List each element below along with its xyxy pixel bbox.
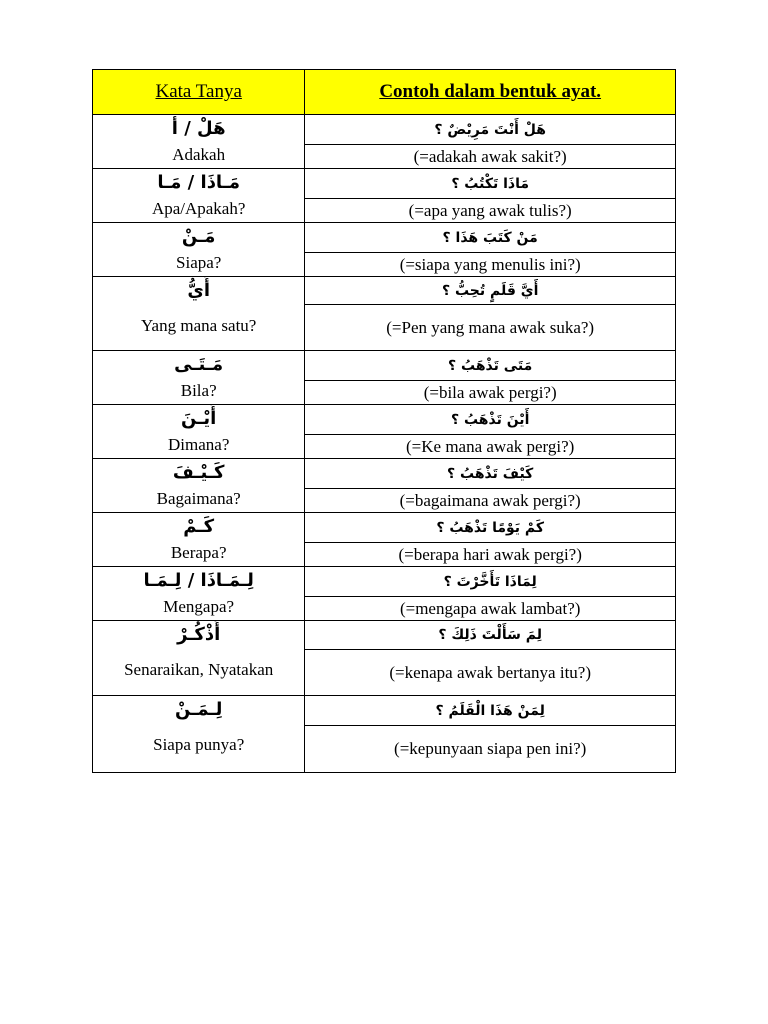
malay-translation: (=kenapa awak bertanya itu?) xyxy=(305,650,676,696)
question-words-table xyxy=(92,69,676,773)
malay-translation: (=Ke mana awak pergi?) xyxy=(305,435,676,459)
question-word-cell xyxy=(93,696,305,773)
table-header-row xyxy=(93,70,676,115)
table-row xyxy=(93,621,676,650)
question-word-cell xyxy=(93,621,305,696)
arabic-question-word: كَـيْـفَ xyxy=(172,462,225,483)
malay-meaning: Senaraikan, Nyatakan xyxy=(124,660,274,679)
arabic-question-word: لِـمَـاذَا / لِـمَـا xyxy=(143,570,254,591)
malay-meaning: Bagaimana? xyxy=(156,489,241,508)
malay-translation: (=bila awak pergi?) xyxy=(305,381,676,405)
malay-translation: (=kepunyaan siapa pen ini?) xyxy=(305,726,676,773)
question-word-cell xyxy=(93,223,305,277)
arabic-example: مَتَى تَذْهَبُ ؟ xyxy=(305,351,676,381)
malay-translation: (=Pen yang mana awak suka?) xyxy=(305,305,676,351)
malay-translation: (=bagaimana awak pergi?) xyxy=(305,489,676,513)
malay-translation: (=adakah awak sakit?) xyxy=(305,145,676,169)
arabic-example: لِمَ سَأَلْتَ ذَلِكَ ؟ xyxy=(305,621,676,650)
arabic-example: مَنْ كَتَبَ هَذَا ؟ xyxy=(305,223,676,253)
arabic-question-word: كَـمْ xyxy=(183,516,215,537)
question-word-cell xyxy=(93,567,305,621)
header-kata-tanya: Kata Tanya xyxy=(93,70,305,115)
table-row xyxy=(93,169,676,199)
arabic-question-word: أُذْكُـرْ xyxy=(177,624,221,645)
table-row xyxy=(93,115,676,145)
table-row xyxy=(93,459,676,489)
malay-meaning: Adakah xyxy=(172,145,226,164)
malay-meaning: Siapa? xyxy=(176,253,222,272)
table-row xyxy=(93,405,676,435)
table-row xyxy=(93,351,676,381)
malay-meaning: Mengapa? xyxy=(163,597,235,616)
arabic-question-word: مَـنْ xyxy=(181,226,216,247)
table-row xyxy=(93,513,676,543)
malay-translation: (=berapa hari awak pergi?) xyxy=(305,543,676,567)
header-contoh: Contoh dalam bentuk ayat. xyxy=(305,70,676,115)
arabic-question-word: مَـتَـى xyxy=(174,354,224,375)
malay-meaning: Dimana? xyxy=(168,435,230,454)
arabic-example: كَمْ يَوْمًا تَذْهَبُ ؟ xyxy=(305,513,676,543)
malay-translation: (=apa yang awak tulis?) xyxy=(305,199,676,223)
table-row xyxy=(93,696,676,726)
malay-meaning: Berapa? xyxy=(170,543,227,562)
malay-meaning: Apa/Apakah? xyxy=(151,199,246,218)
arabic-question-word: أَيُّ xyxy=(187,280,211,301)
arabic-example: مَاذَا تَكْتُبُ ؟ xyxy=(305,169,676,199)
arabic-example: لِمَاذَا تَأَخَّرْتَ ؟ xyxy=(305,567,676,597)
arabic-question-word: أَيْـنَ xyxy=(181,408,217,429)
question-word-cell xyxy=(93,405,305,459)
malay-meaning: Siapa punya? xyxy=(153,735,245,754)
question-word-cell xyxy=(93,351,305,405)
question-word-cell xyxy=(93,513,305,567)
arabic-example: هَلْ أَنْتَ مَرِيْضٌ ؟ xyxy=(305,115,676,145)
table-row xyxy=(93,223,676,253)
question-word-cell xyxy=(93,459,305,513)
malay-meaning: Yang mana satu? xyxy=(140,316,257,335)
question-word-cell xyxy=(93,115,305,169)
question-word-cell xyxy=(93,277,305,351)
malay-translation: (=mengapa awak lambat?) xyxy=(305,597,676,621)
arabic-example: أَيَّ قَلَمٍ تُحِبُّ ؟ xyxy=(305,277,676,305)
arabic-question-word: هَلْ / أ xyxy=(171,118,226,139)
arabic-example: لِمَنْ هَذَا الْقَلَمُ ؟ xyxy=(305,696,676,726)
arabic-example: كَيْفَ تَذْهَبُ ؟ xyxy=(305,459,676,489)
arabic-question-word: مَـاذَا / مَـا xyxy=(157,172,240,193)
table-row xyxy=(93,277,676,305)
malay-meaning: Bila? xyxy=(180,381,217,400)
table-row xyxy=(93,567,676,597)
arabic-example: أَيْنَ تَذْهَبُ ؟ xyxy=(305,405,676,435)
malay-translation: (=siapa yang menulis ini?) xyxy=(305,253,676,277)
arabic-question-word: لِـمَـنْ xyxy=(175,699,223,720)
question-word-cell xyxy=(93,169,305,223)
